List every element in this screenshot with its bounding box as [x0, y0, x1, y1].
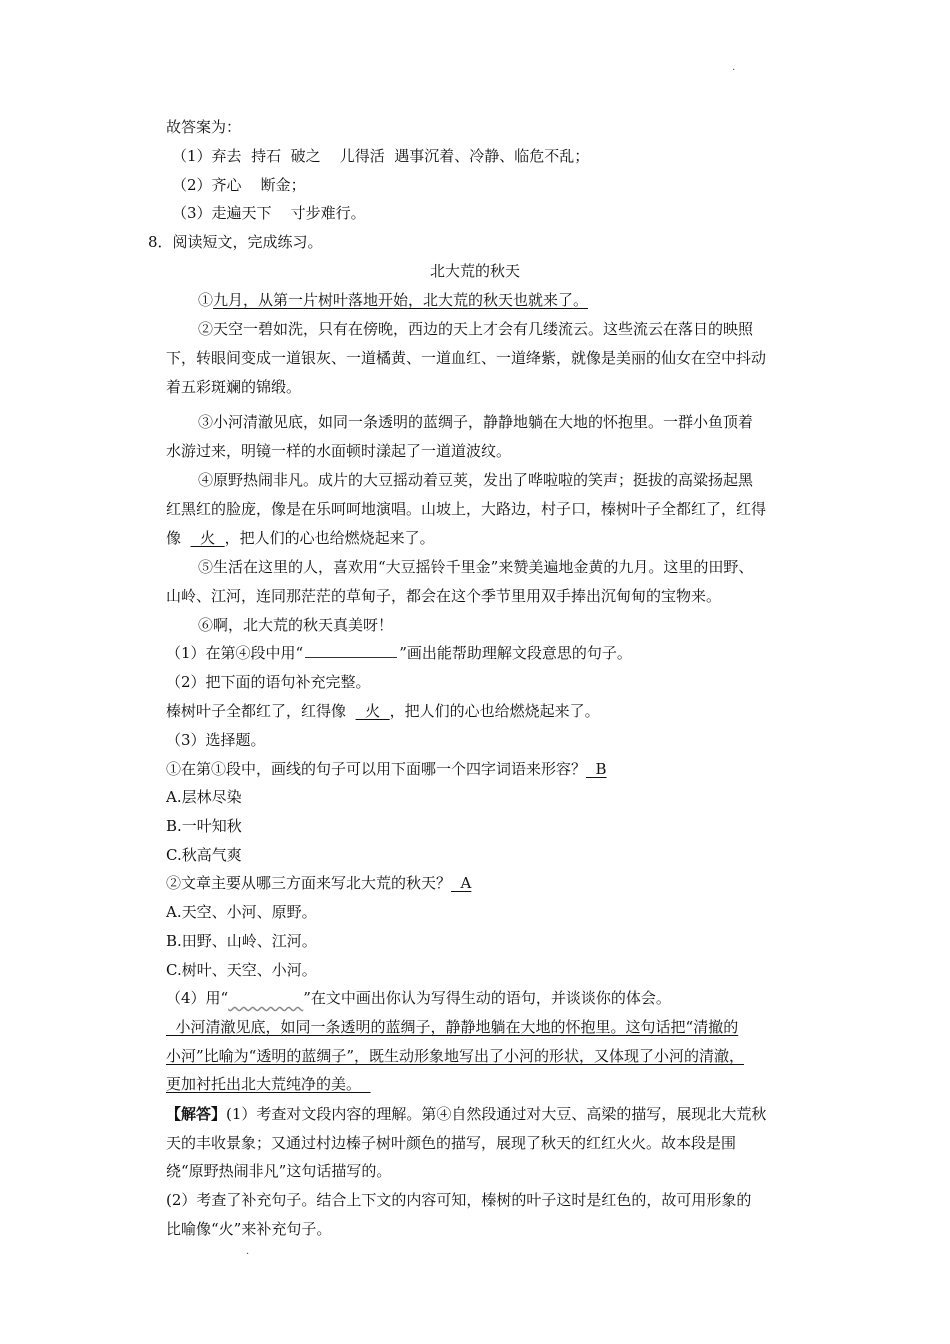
paragraph-4-line-1: ④原野热闹非凡。成片的大豆摇动着豆荚，发出了哗啦啦的笑声；挺拔的高粱扬起黑: [198, 471, 754, 489]
subquestion-3: （3）选择题。: [166, 731, 266, 749]
subquestion-4: （4）用“ ”在文中画出你认为写得生动的语句，并谈谈你的体会。: [166, 989, 671, 1007]
paragraph-6: ⑥啊，北大荒的秋天真美呀！: [198, 616, 394, 634]
question-8-heading: 8．阅读短文，完成练习。: [148, 233, 323, 251]
subquestion-1: （1）在第④段中用“ ”画出能帮助理解文段意思的句子。: [166, 644, 632, 662]
subquestion-3-item-2: ②文章主要从哪三方面来写北大荒的秋天？ A: [166, 874, 472, 892]
subquestion-3-item-1-answer: B: [586, 760, 607, 778]
solution-line-4: (2）考查了补充句子。结合上下文的内容可知，榛树的叶子这时是红色的，故可用形象的: [166, 1191, 752, 1209]
q4-answer-line-1: 小河清澈见底，如同一条透明的蓝绸子，静静地躺在大地的怀抱里。这句话把“清撤的: [166, 1018, 739, 1036]
wavy-blank: [228, 989, 303, 1007]
solution-line-1: 【解答】(1）考查对文段内容的理解。第④自然段通过对大豆、高梁的描写，展现北大荒秋: [166, 1105, 767, 1123]
subquestion-2: （2）把下面的语句补充完整。: [166, 673, 371, 691]
paragraph-2-line-1: ②天空一碧如洗，只有在傍晚，西边的天上才会有几缕流云。这些流云在落日的映照: [198, 320, 754, 338]
answer-line-2: （2）齐心 断金；: [172, 176, 306, 194]
answer-label: 故答案为：: [166, 118, 242, 136]
passage-title: 北大荒的秋天: [429, 262, 520, 280]
solution-line-2: 天的丰收景象；又通过村边榛子树叶颜色的描写，展现了秋天的红红火火。故本段是围: [166, 1134, 737, 1152]
subquestion-2-sentence: 榛树叶子全都红了，红得像 火 ，把人们的心也给燃烧起来了。: [166, 702, 600, 720]
underline-blank: [305, 643, 397, 658]
paragraph-2-line-3: 着五彩斑斓的锦缎。: [166, 378, 302, 396]
choice-b-2: B.田野、山岭、江河。: [166, 932, 317, 950]
page-dot-bottom: .: [246, 1246, 250, 1257]
paragraph-3-line-2: 水游过来，明镜一样的水面顿时漾起了一道道波纹。: [166, 442, 512, 460]
q4-answer-line-2: 小河”比喻为“透明的蓝绸子”，既生动形象地写出了小河的形状，又体现了小河的清澈，: [166, 1047, 745, 1065]
paragraph-4-fill-word: 火: [190, 529, 225, 547]
subquestion-3-item-1: ①在第①段中，画线的句子可以用下面哪一个四字词语来形容？ B: [166, 760, 607, 778]
solution-line-5: 比喻像“火”来补充句子。: [166, 1220, 332, 1238]
paragraph-5-line-1: ⑤生活在这里的人，喜欢用“大豆摇铃千里金”来赞美遍地金黄的九月。这里的田野、: [198, 558, 754, 576]
page-dot-top: .: [732, 62, 736, 73]
paragraph-1-number: ①: [198, 291, 214, 309]
choice-b-1: B.一叶知秋: [166, 817, 242, 835]
q4-answer-line-3: 更加衬托出北大荒纯净的美。: [166, 1075, 371, 1093]
paragraph-1: [198, 290, 588, 310]
paragraph-4-line-2: 红黑红的脸庞，像是在乐呵呵地演唱。山坡上，大路边，村子口，榛树叶子全都红了，红得: [166, 500, 767, 518]
subquestion-3-item-2-answer: A: [451, 874, 472, 892]
paragraph-3-line-1: ③小河清澈见底，如同一条透明的蓝绸子，静静地躺在大地的怀抱里。一群小鱼顶着: [198, 413, 754, 431]
choice-c-1: C.秋高气爽: [166, 846, 242, 864]
choice-a-2: A.天空、小河、原野。: [166, 903, 317, 921]
solution-line-3: 绕“原野热闹非凡”这句话描写的。: [166, 1162, 392, 1180]
solution-label: 【解答】: [166, 1105, 227, 1123]
paragraph-4-line-3: 像 火 ，把人们的心也给燃烧起来了。: [166, 529, 435, 547]
choice-c-2: C.树叶、天空、小河。: [166, 961, 317, 979]
paragraph-1-underlined: 九月，从第一片树叶落地开始，北大荒的秋天也就来了。: [213, 291, 589, 309]
subquestion-2-answer: 火: [355, 702, 390, 720]
choice-a-1: A.层林尽染: [166, 788, 242, 806]
paragraph-5-line-2: 山岭、江河，连同那茫茫的草甸子，都会在这个季节里用双手捧出沉甸甸的宝物来。: [166, 587, 722, 605]
answer-line-1: （1）弃去 持石 破之 儿得活 遇事沉着、冷静、临危不乱；: [172, 147, 590, 165]
answer-line-3: （3）走遍天下 寸步难行。: [172, 204, 366, 222]
paragraph-2-line-2: 下，转眼间变成一道银灰、一道橘黄、一道血红、一道绛紫，就像是美丽的仙女在空中抖动: [166, 349, 767, 367]
